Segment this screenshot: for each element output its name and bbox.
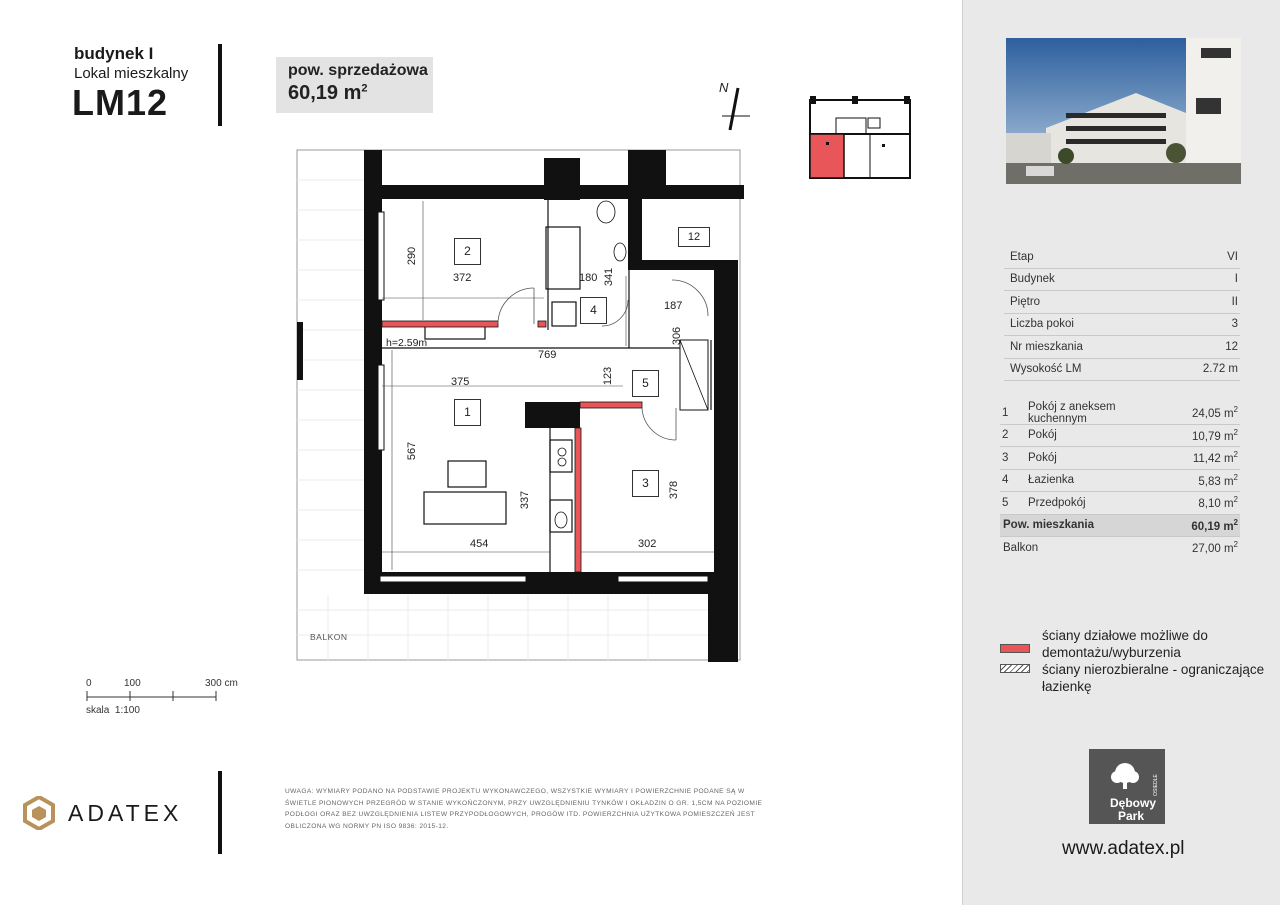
scale-tick-0: 0: [86, 678, 92, 689]
height-note: h=2.59m: [386, 337, 428, 349]
room-area: [1168, 473, 1240, 488]
room-area-value: 8,10 m: [1198, 498, 1234, 511]
estate-name-line2: Park: [1118, 809, 1145, 823]
scale-label: skala 1:100: [86, 705, 140, 716]
info-row: [1004, 291, 1240, 314]
estate-name-line1: Dębowy: [1110, 796, 1157, 810]
room-number-3: 3: [632, 470, 659, 497]
info-label: Nr mieszkania: [1010, 340, 1083, 353]
scale-tick-300: 300 cm: [205, 678, 238, 689]
table-row: [1000, 402, 1240, 425]
info-row: [1004, 246, 1240, 269]
sales-area-label: pow. sprzedażowa: [288, 62, 428, 79]
room-number-4: 4: [580, 297, 607, 324]
info-value: 2.72 m: [1202, 363, 1238, 376]
dim-375: 375: [451, 376, 470, 388]
room-number-2: 2: [454, 238, 481, 265]
info-label: Wysokość LM: [1010, 363, 1082, 376]
table-row: [1000, 425, 1240, 448]
estate-small-label: OSIEDLE: [1152, 774, 1159, 796]
area-sup: 2: [1233, 540, 1238, 550]
room-area-value: 10,79 m: [1191, 430, 1234, 443]
dim-337: 337: [519, 490, 532, 510]
room-num: 5: [1002, 496, 1009, 509]
info-value: II: [1231, 295, 1238, 308]
room-area: [1168, 405, 1240, 420]
dim-290: 290: [406, 246, 419, 266]
brand-name: ADATEX: [68, 799, 183, 826]
rooms-table: [1000, 402, 1240, 559]
area-sup: 2: [1233, 517, 1238, 527]
room-num: 2: [1002, 429, 1009, 442]
room-num: 1: [1002, 406, 1009, 419]
area-sup: 2: [1233, 495, 1238, 505]
room-name: Pokój z aneksem kuchennym: [1028, 400, 1116, 425]
area-sup: 2: [1233, 427, 1238, 437]
info-value: 12: [1225, 340, 1238, 353]
area-sup: 2: [1233, 450, 1238, 460]
dim-454: 454: [470, 538, 489, 550]
unit-code: LM12: [72, 82, 169, 123]
sales-area-number: 60,19 m: [288, 82, 362, 104]
room-area: [1168, 495, 1240, 510]
info-row: [1004, 359, 1240, 382]
balcony-area-value: 27,00 m: [1191, 543, 1234, 556]
balcony-row-label: Balkon: [1003, 541, 1039, 554]
room-name: Pokój: [1028, 451, 1057, 464]
building-render-image: [1006, 38, 1241, 184]
scale-line: [86, 691, 218, 701]
dim-123: 123: [602, 366, 615, 386]
table-row: [1000, 492, 1240, 515]
area-sup: 2: [1233, 405, 1238, 415]
info-value: 3: [1231, 318, 1238, 331]
info-label: Piętro: [1010, 295, 1041, 308]
legend-swatch-demolishable: [1000, 644, 1030, 653]
legend-swatch-bathroom-walls: [1000, 664, 1030, 673]
dim-306: 306: [671, 326, 684, 346]
room-name: Pokój: [1028, 429, 1057, 442]
info-label: Liczba pokoi: [1010, 318, 1074, 331]
sales-area-box: [276, 57, 433, 113]
adatex-logo-icon: [22, 796, 56, 830]
balcony-area: [1168, 540, 1240, 555]
building-label: budynek I: [74, 44, 154, 63]
info-label: Etap: [1010, 250, 1034, 263]
sales-area-value: [288, 82, 368, 105]
dim-378: 378: [668, 480, 681, 500]
unit-info-table: [1004, 246, 1240, 381]
unit-type-label: Lokal mieszkalny: [74, 65, 189, 82]
dim-302: 302: [638, 538, 657, 550]
info-label: Budynek: [1010, 273, 1055, 286]
dim-187: 187: [664, 300, 683, 312]
total-area: [1168, 518, 1240, 533]
legend-text-bathroom-walls: ściany nierozbieralne - ograniczające łazienkę: [1042, 662, 1265, 694]
dim-372: 372: [453, 272, 472, 284]
room-name: Przedpokój: [1028, 496, 1086, 509]
total-area-value: 60,19 m: [1191, 520, 1234, 533]
room-num: 4: [1002, 474, 1009, 487]
info-row: [1004, 314, 1240, 337]
room-num: 3: [1002, 451, 1009, 464]
room-area-value: 11,42 m: [1192, 453, 1234, 466]
adatex-logo: [22, 796, 182, 830]
balcony-row: [1000, 537, 1240, 559]
website-link[interactable]: www.adatex.pl: [1062, 838, 1185, 859]
compass-north-label: N: [719, 80, 729, 95]
info-row: [1004, 336, 1240, 359]
info-value: I: [1234, 273, 1238, 286]
dim-769: 769: [538, 349, 557, 361]
room-area-value: 24,05 m: [1191, 408, 1234, 421]
room-area-value: 5,83 m: [1198, 475, 1234, 488]
room-number-1: 1: [454, 399, 481, 426]
total-row: [1000, 515, 1240, 538]
room-name: Łazienka: [1028, 474, 1075, 487]
sales-area-sup: 2: [361, 82, 368, 95]
header-divider: [218, 44, 222, 126]
dim-567: 567: [406, 441, 419, 461]
table-row: [1000, 447, 1240, 470]
scale-tick-100: 100: [124, 678, 141, 689]
balcony-label: BALKON: [310, 632, 348, 642]
legend-text-demolishable: ściany działowe możliwe do demontażu/wyburzenia: [1042, 628, 1208, 660]
info-value: VI: [1227, 250, 1238, 263]
dim-341: 341: [603, 267, 616, 287]
floor-plan: [288, 140, 748, 668]
room-area: [1168, 428, 1240, 443]
info-row: [1004, 269, 1240, 292]
table-row: [1000, 470, 1240, 493]
footer-divider: [218, 771, 222, 854]
total-label: Pow. mieszkania: [1003, 519, 1094, 532]
key-plan: [808, 94, 912, 180]
room-area: [1168, 450, 1240, 465]
compass-icon: [710, 84, 760, 134]
dim-180: 180: [579, 272, 598, 284]
room-number-5: 5: [632, 370, 659, 397]
disclaimer-note: UWAGA: WYMIARY PODANO NA PODSTAWIE PROJEKTU WYKONAWCZEGO, WSZYSTKIE WYMIARY I POWIERZCHNIE PODANE SĄ W ŚWIETLE PIONOWYCH PRZEGRÓD W STANIE WYKOŃCZONYM, PRZY UWZGLĘDNIENIU TYNKÓW I OKŁADZIN O GR. 1,5CM NA POZIOMIE PODŁOGI ORAZ BEZ UWZGLĘDNIENIA LISTEW PRZYPODŁOGOWYCH, PROGÓW ITD. POWIERZCHNIA UŻYTKOWA POMIESZCZEŃ JEST OBLICZONA WG NORMY PN ISO 9836: 2015-12.: [285, 788, 763, 830]
area-sup: 2: [1233, 472, 1238, 482]
entrance-marker: 12: [678, 227, 710, 247]
